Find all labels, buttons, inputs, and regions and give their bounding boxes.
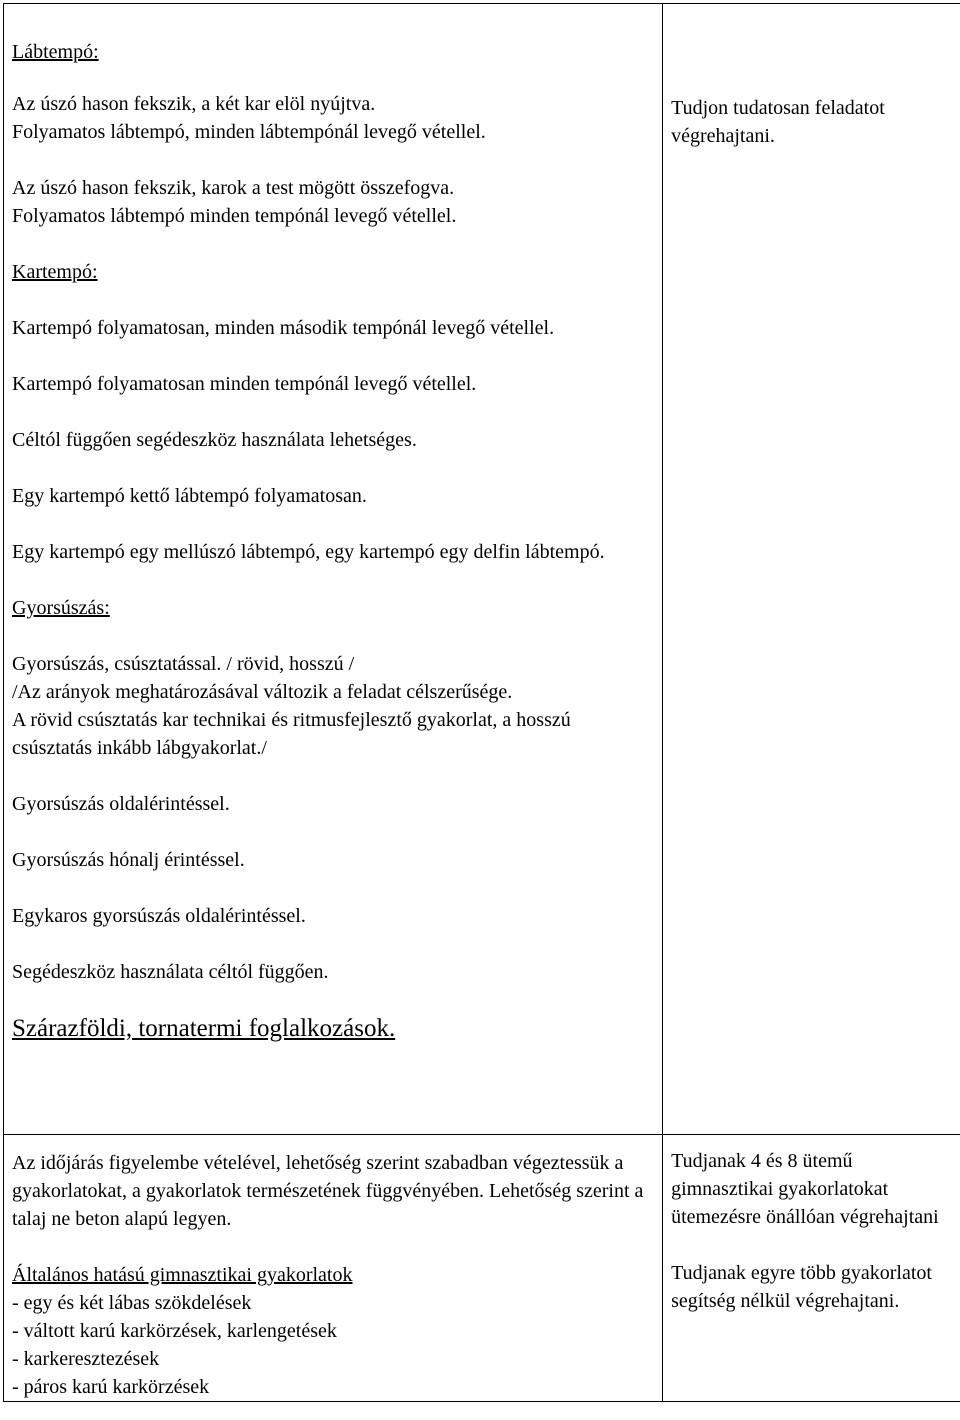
goal-text-3: Tudjanak egyre több gyakorlatot segítség nélkül végrehajtani. bbox=[671, 1262, 932, 1312]
labtempo-text-2a: Az úszó hason fekszik, karok a test mögött összefogva. bbox=[12, 177, 455, 199]
right-cell-goal-2 bbox=[663, 1135, 960, 1402]
gyorsuszas-text-1b: /Az arányok meghatározásával változik a feladat célszerűsége. bbox=[12, 681, 513, 703]
list-item: - egy és két lábas szökdelések bbox=[12, 1292, 252, 1314]
list-item: - páros karú karkörzések bbox=[12, 1376, 210, 1398]
gyorsuszas-text-3: Gyorsúszás hónalj érintéssel. bbox=[12, 849, 245, 871]
document-table bbox=[3, 3, 960, 1402]
gyorsuszas-text-1c: A rövid csúsztatás kar technikai és ritmusfejlesztő gyakorlat, a hosszú csúsztatás inkább lábgyakorlat./ bbox=[12, 709, 571, 759]
gyorsuszas-heading: Gyorsúszás: bbox=[12, 597, 110, 619]
list-item: - váltott karú karkörzések, karlengetések bbox=[12, 1320, 337, 1342]
gyorsuszas-text-1a: Gyorsúszás, csúsztatással. / rövid, hosszú / bbox=[12, 653, 355, 675]
labtempo-text-1b: Folyamatos lábtempó, minden lábtempónál levegő vétellel. bbox=[12, 121, 486, 143]
gyorsuszas-text-4: Egykaros gyorsúszás oldalérintéssel. bbox=[12, 905, 306, 927]
kartempo-text-1: Kartempó folyamatosan, minden második tempónál levegő vétellel. bbox=[12, 317, 555, 339]
gymnastics-list bbox=[12, 1289, 654, 1401]
kartempo-heading: Kartempó: bbox=[12, 261, 98, 283]
labtempo-text-1a: Az úszó hason fekszik, a két kar elöl nyújtva. bbox=[12, 93, 376, 115]
kartempo-text-4: Egy kartempó kettő lábtempó folyamatosan. bbox=[12, 485, 367, 507]
labtempo-heading: Lábtempó: bbox=[12, 41, 99, 63]
list-item: - karkeresztezések bbox=[12, 1348, 160, 1370]
altalanos-heading: Általános hatású gimnasztikai gyakorlatok bbox=[12, 1264, 353, 1286]
kartempo-text-3: Céltól függően segédeszköz használata lehetséges. bbox=[12, 429, 417, 451]
kartempo-text-2: Kartempó folyamatosan minden tempónál levegő vétellel. bbox=[12, 373, 477, 395]
goal-text-2: Tudjanak 4 és 8 ütemű gimnasztikai gyakorlatokat ütemezésre önállóan végrehajtani bbox=[671, 1150, 939, 1228]
szarazfoldi-heading: Szárazföldi, tornatermi foglalkozások. bbox=[12, 1015, 396, 1042]
table-row bbox=[4, 4, 960, 1135]
left-cell-swimming bbox=[4, 4, 663, 1135]
labtempo-text-2b: Folyamatos lábtempó minden tempónál levegő vétellel. bbox=[12, 205, 457, 227]
left-cell-gymnastics bbox=[4, 1135, 663, 1402]
gyorsuszas-text-2: Gyorsúszás oldalérintéssel. bbox=[12, 793, 230, 815]
goal-text-1: Tudjon tudatosan feladatot végrehajtani. bbox=[671, 97, 885, 147]
table-row bbox=[4, 1135, 960, 1402]
gyorsuszas-text-5: Segédeszköz használata céltól függően. bbox=[12, 961, 329, 983]
right-cell-goal-1 bbox=[663, 4, 960, 1135]
kartempo-text-5: Egy kartempó egy mellúszó lábtempó, egy kartempó egy delfin lábtempó. bbox=[12, 541, 605, 563]
gymnastics-intro: Az időjárás figyelembe vételével, lehetőség szerint szabadban végeztessük a gyakorlatokat, a gyakorlatok természetének függvényében. Lehetőség szerint a talaj ne beton alapú legyen. bbox=[12, 1152, 644, 1230]
